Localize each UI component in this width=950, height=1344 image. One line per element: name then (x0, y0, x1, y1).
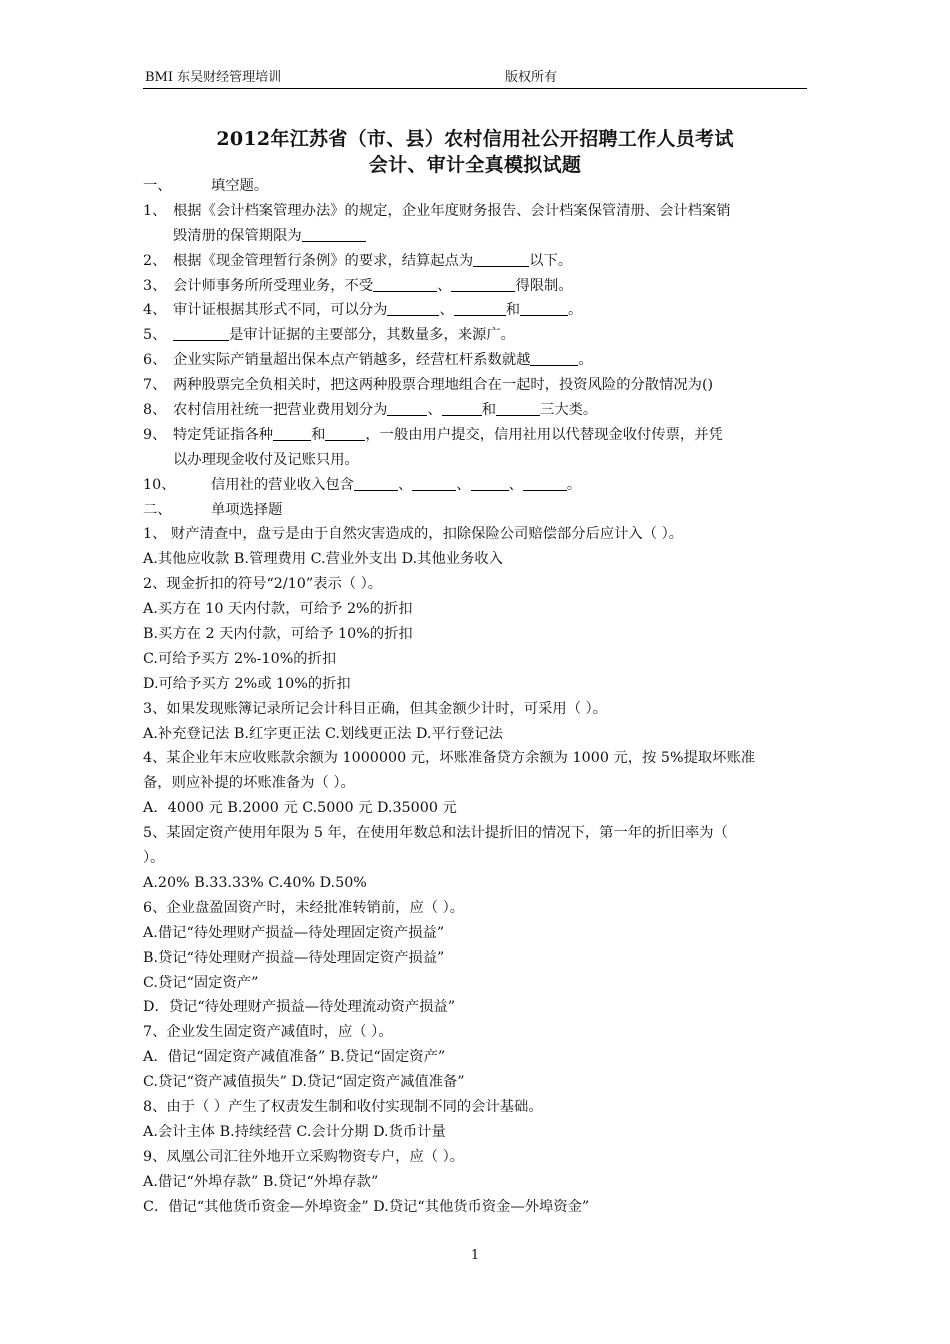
choice-line: A.会计主体 B.持续经营 C.会计分期 D.货币计量 (143, 1123, 446, 1140)
answer-blank (387, 399, 427, 416)
choice-line: A.买方在 10 天内付款，可给予 2%的折扣 (143, 601, 413, 618)
choice-line: B.买方在 2 天内付款，可给予 10%的折扣 (143, 626, 413, 643)
question: 10、 信用社的营业收入包含 、 、 、 。 (143, 473, 811, 498)
answer-blank (354, 474, 398, 491)
answer-blank (273, 424, 311, 441)
question: 3、 会计师事务所所受理业务，不受 、 得限制。 (143, 274, 811, 299)
choice-line: 5、某固定资产使用年限为 5 年，在使用年数总和法计提折旧的情况下，第一年的折旧率为（ (143, 825, 728, 842)
header-left: BMI 东吴财经管理培训 (145, 70, 282, 85)
header-center: 版权所有 (505, 70, 558, 85)
page-header (143, 66, 807, 89)
choice-line: D．贷记“待处理财产损益—待处理流动资产损益” (143, 999, 456, 1016)
question: 6、 企业实际产销量超出保本点产销越多，经营杠杆系数就越 。 (143, 348, 811, 373)
choice-question-list (143, 522, 811, 1219)
choice-line: 7、企业发生固定资产减值时，应（ ）。 (143, 1024, 393, 1041)
choice-line: A.20% B.33.33% C.40% D.50% (143, 874, 367, 891)
question: 1、 根据《会计档案管理办法》的规定，企业年度财务报告、会计档案保管清册、会计档案销 (143, 202, 731, 219)
choice-line: C．借记“其他货币资金—外埠资金” D.贷记“其他货币资金—外埠资金” (143, 1198, 590, 1215)
choice-line: D.可给予买方 2%或 10%的折扣 (143, 675, 351, 692)
answer-blank (520, 299, 568, 316)
choice-line: B.贷记“待处理财产损益—待处理固定资产损益” (143, 949, 445, 966)
question: 4、 审计证根据其形式不同，可以分为 、 和 。 (143, 298, 811, 323)
document-subtitle: 会计、审计全真模拟试题 (368, 154, 582, 176)
answer-blank (325, 424, 365, 441)
answer-blank (442, 399, 482, 416)
question: 2、 根据《现金管理暂行条例》的要求，结算起点为 以下。 (143, 249, 811, 274)
choice-line: A.借记“待处理财产损益—待处理固定资产损益” (143, 924, 445, 941)
choice-line: 1、 财产清查中，盘亏是由于自然灾害造成的，扣除保险公司赔偿部分后应计入（ ）。 (143, 526, 684, 543)
question: 8、 农村信用社统一把营业费用划分为 、 和 三大类。 (143, 398, 811, 423)
section-heading: 一、 填空题。 (143, 178, 269, 194)
choice-line: 6、企业盘盈固资产时，未经批准转销前，应（ ）。 (143, 899, 465, 916)
choice-line: A.补充登记法 B.红字更正法 C.划线更正法 D.平行登记法 (143, 725, 503, 742)
answer-blank (496, 399, 540, 416)
document-title: 2012年江苏省（市、县）农村信用社公开招聘工作人员考试 (216, 128, 734, 150)
choice-line: A.其他应收款 B.管理费用 C.营业外支出 D.其他业务收入 (143, 551, 503, 568)
answer-blank (471, 474, 509, 491)
answer-blank (373, 275, 437, 292)
answer-blank (530, 349, 578, 366)
choice-line: 备，则应补提的坏账准备为（ ）。 (143, 775, 355, 792)
question-continued: 毁清册的保管期限为 (143, 224, 811, 249)
choice-line: 3、如果发现账簿记录所记会计科目正确，但其金额少计时，可采用（ ）。 (143, 700, 607, 717)
choice-line: C.可给予买方 2%-10%的折扣 (143, 650, 337, 667)
answer-blank (473, 250, 529, 267)
section-heading: 二、 单项选择题 (143, 501, 283, 518)
choice-line: C.贷记“资产减值损失” D.贷记“固定资产减值准备” (143, 1074, 465, 1091)
answer-blank (302, 225, 366, 242)
choice-line: 9、凤凰公司汇往外地开立采购物资专户，应（ ）。 (143, 1148, 465, 1165)
choice-line: C.贷记“固定资产” (143, 974, 259, 991)
choice-line: A．借记“固定资产减值准备” B.贷记“固定资产” (143, 1049, 446, 1066)
question-continued: 以办理现金收付及记账只用。 (173, 451, 359, 468)
answer-blank (173, 324, 229, 341)
answer-blank (387, 299, 439, 316)
page-number: 1 (470, 1248, 480, 1263)
document-body (143, 174, 811, 1219)
question: 9、 特定凭证指各种 和 ，一般由用户提交，信用社用以代替现金收付传票，并凭 (143, 423, 811, 448)
answer-blank (454, 299, 506, 316)
choice-line: A.借记“外埠存款” B.贷记“外埠存款” (143, 1173, 379, 1190)
choice-line: ）。 (143, 850, 165, 867)
answer-blank (523, 474, 567, 491)
answer-blank (451, 275, 515, 292)
answer-blank (412, 474, 456, 491)
question: 7、 两种股票完全负相关时，把这两种股票合理地组合在一起时，投资风险的分散情况为() (143, 377, 714, 394)
choice-line: 8、由于（ ）产生了权责发生制和收付实现制不同的会计基础。 (143, 1098, 543, 1115)
choice-line: 2、现金折扣的符号“2/10”表示（ ）。 (143, 576, 383, 593)
question: 5、 是审计证据的主要部分，其数量多，来源广。 (143, 323, 811, 348)
choice-line: 4、某企业年末应收账款余额为 1000000 元，坏账准备贷方余额为 1000 元，按 5%提取坏账准 (143, 750, 756, 767)
choice-line: A．4000 元 B.2000 元 C.5000 元 D.35000 元 (143, 800, 457, 817)
